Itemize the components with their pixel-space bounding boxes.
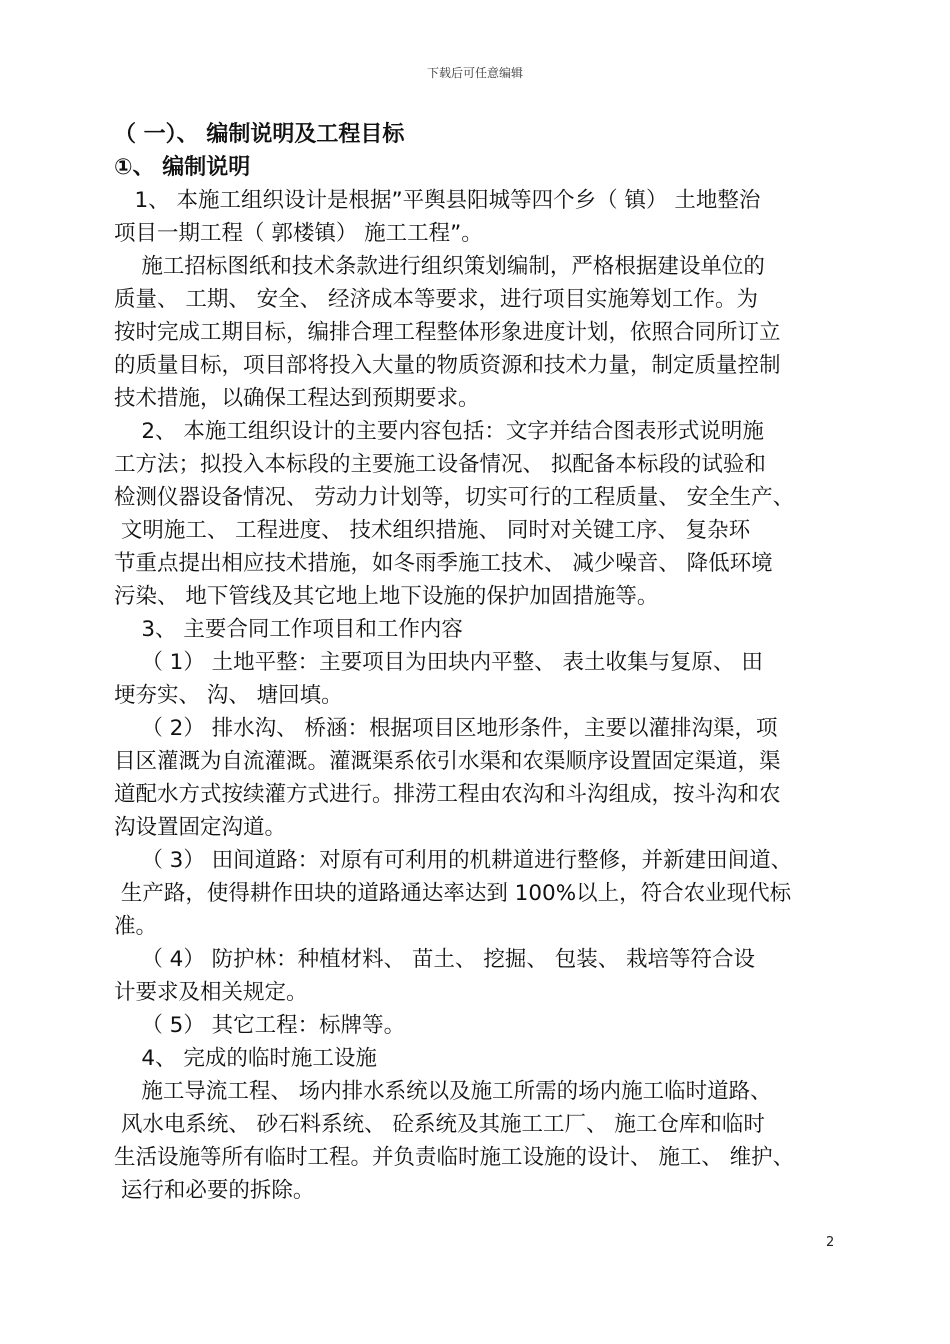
text-line: 4、 完成的临时施工设施 [114,1046,377,1071]
text-line: （ 2） 排水沟、 桥涵：根据项目区地形条件，主要以灌排沟渠，项 [114,716,778,741]
text-line: （ 3） 田间道路：对原有可利用的机耕道进行整修，并新建田间道、 [114,848,793,873]
text-line: 准。 [114,914,158,939]
text-line: 生活设施等所有临时工程。并负责临时施工设施的设计、 施工、 维护、 [114,1145,795,1170]
text-line: 风水电系统、 砂石料系统、 砼系统及其施工工厂、 施工仓库和临时 [114,1112,765,1137]
text-line: 施工招标图纸和技术条款进行组织策划编制，严格根据建设单位的 [114,254,765,279]
text-line: 工方法；拟投入本标段的主要施工设备情况、 拟配备本标段的试验和 [114,452,766,477]
text-line: 计要求及相关规定。 [114,980,308,1005]
text-line: （ 4） 防护林：种植材料、 苗土、 挖掘、 包装、 栽培等符合设 [114,947,756,972]
subsection-heading: ①、 编制说明 [114,155,251,180]
text-line: 检测仪器设备情况、 劳动力计划等，切实可行的工程质量、 安全生产、 [114,485,795,510]
document-body [114,118,836,1207]
text-line: 沟设置固定沟道。 [114,815,287,840]
text-line: 的质量目标，项目部将投入大量的物质资源和技术力量，制定质量控制 [114,353,781,378]
page-number: 2 [826,1235,835,1250]
text-line: 道配水方式按续灌方式进行。排涝工程由农沟和斗沟组成，按斗沟和农 [114,782,781,807]
text-line: 运行和必要的拆除。 [114,1178,315,1203]
text-line: 施工导流工程、 场内排水系统以及施工所需的场内施工临时道路、 [114,1079,772,1104]
page-header-note: 下载后可任意编辑 [426,66,523,80]
text-line: 技术措施，以确保工程达到预期要求。 [114,386,480,411]
text-line: 2、 本施工组织设计的主要内容包括：文字并结合图表形式说明施 [114,419,764,444]
text-line: 按时完成工期目标，编排合理工程整体形象进度计划，依照合同所订立 [114,320,781,345]
text-line: （ 1） 土地平整：主要项目为田块内平整、 表土收集与复原、 田 [114,650,763,675]
text-line: 污染、 地下管线及其它地上地下设施的保护加固措施等。 [114,584,659,609]
text-line: 生产路，使得耕作田块的道路通达率达到 100%以上，符合农业现代标 [114,881,792,906]
text-line: 埂夯实、 沟、 塘回填。 [114,683,343,708]
text-line: 质量、 工期、 安全、 经济成本等要求，进行项目实施筹划工作。为 [114,287,759,312]
text-line: 目区灌溉为自流灌溉。灌溉渠系依引水渠和农渠顺序设置固定渠道，渠 [114,749,781,774]
text-line: （ 5） 其它工程：标牌等。 [114,1013,406,1038]
text-line: 文明施工、 工程进度、 技术组织措施、 同时对关键工序、 复杂环 [114,518,751,543]
body-text [114,184,836,1207]
section-heading: （ 一）、 编制说明及工程目标 [114,122,405,147]
text-line: 项目一期工程（ 郭楼镇） 施工工程”。 [114,221,483,246]
text-line: 节重点提出相应技术措施，如冬雨季施工技术、 减少噪音、 降低环境 [114,551,773,576]
text-line: 3、 主要合同工作项目和工作内容 [114,617,463,642]
text-line: 1、 本施工组织设计是根据”平舆县阳城等四个乡（ 镇） 土地整治 [114,188,761,213]
